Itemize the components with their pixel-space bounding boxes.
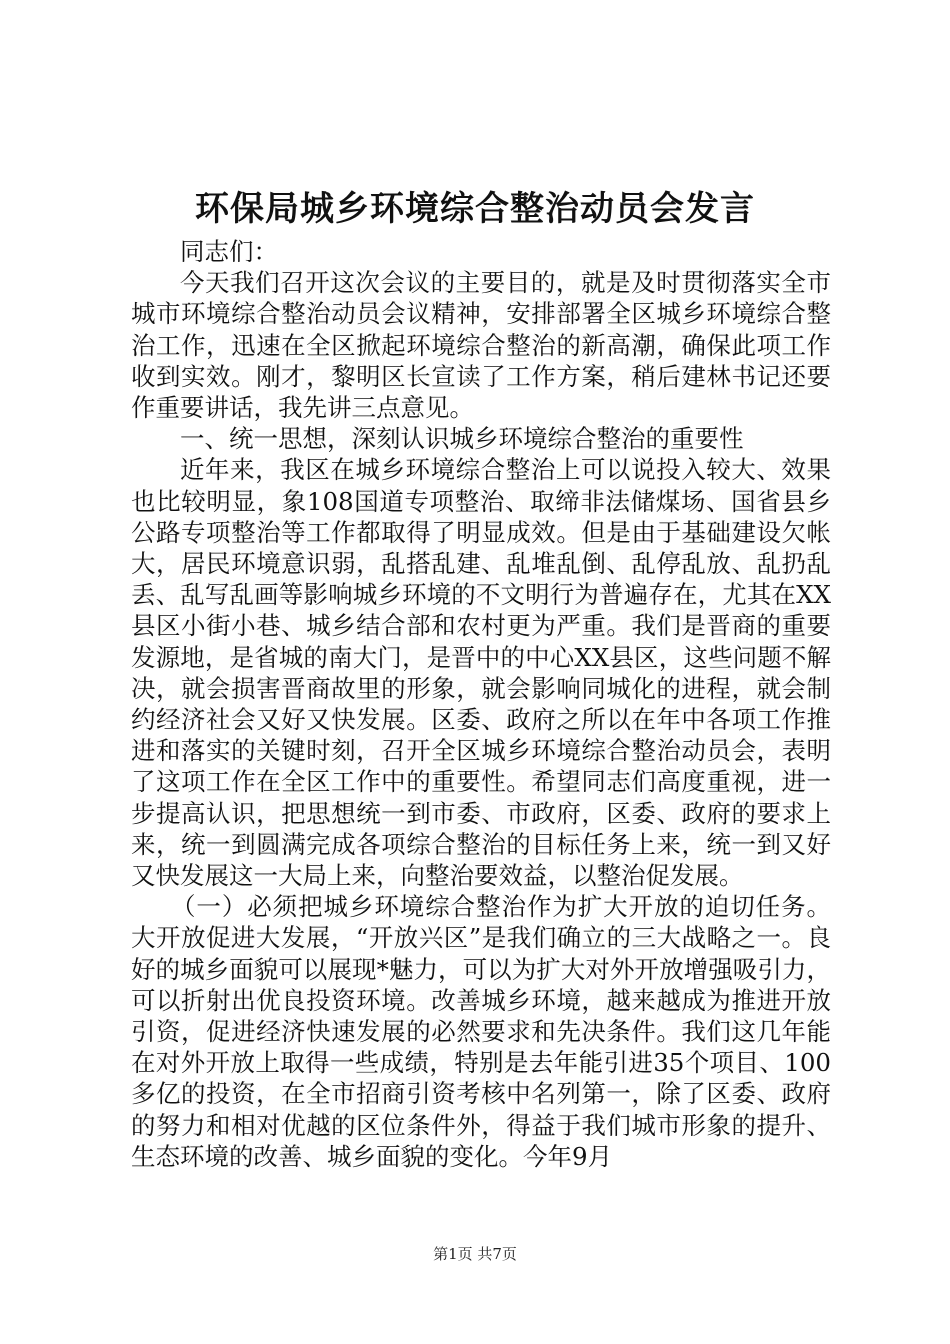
section-heading-1: 一、统一思想，深刻认识城乡环境综合整治的重要性 [180, 424, 744, 454]
salutation: 同志们： [180, 237, 278, 266]
document-body [131, 236, 831, 1172]
paragraph-intro: 今天我们召开这次会议的主要目的，就是及时贯彻落实全市城市环境综合整治动员会议精神，安排部署全区城乡环境综合整治工作，迅速在全区掀起环境综合整治的新高潮，确保此项工作收到实效。刚才，黎明区长宣读了工作方案，稍后建林书记还要作重要讲话，我先讲三点意见。 [131, 268, 831, 423]
document-title: 环保局城乡环境综合整治动员会发言 [195, 189, 755, 229]
paragraph-section-1: 近年来，我区在城乡环境综合整治上可以说投入较大、效果也比较明显，象108国道专项整治、取缔非法储煤场、国省县乡公路专项整治等工作都取得了明显成效。但是由于基础建设欠帐大，居民环境意识弱，乱搭乱建、乱堆乱倒、乱停乱放、乱扔乱丢、乱写乱画等影响城乡环境的不文明行为普遍存在，尤其在XX县区小街小巷、城乡结合部和农村更为严重。我们是晋商的重要发源地，是省城的南大门，是晋中的中心XX县区，这些问题不解决，就会损害晋商故里的形象，就会影响同城化的进程，就会制约经济社会又好又快发展。区委、政府之所以在年中各项工作推进和落实的关键时刻，召开全区城乡环境综合整治动员会，表明了这项工作在全区工作中的重要性。希望同志们高度重视，进一步提高认识，把思想统一到市委、市政府，区委、政府的要求上来，统一到圆满完成各项综合整治的目标任务上来，统一到又好又快发展这一大局上来，向整治要效益，以整治促发展。 [131, 455, 831, 891]
page-number-footer: 第1页 共7页 [433, 1245, 517, 1263]
paragraph-subsection-1: （一）必须把城乡环境综合整治作为扩大开放的迫切任务。大开放促进大发展，“开放兴区”是我们确立的三大战略之一。良好的城乡面貌可以展现*魅力，可以为扩大对外开放增强吸引力，可以折射出优良投资环境。改善城乡环境，越来越成为推进开放引资，促进经济快速发展的必然要求和先决条件。我们这几年能在对外开放上取得一些成绩，特别是去年能引进35个项目、100多亿的投资，在全市招商引资考核中名列第一，除了区委、政府的努力和相对优越的区位条件外，得益于我们城市形象的提升、生态环境的改善、城乡面貌的变化。今年9月 [131, 892, 831, 1171]
